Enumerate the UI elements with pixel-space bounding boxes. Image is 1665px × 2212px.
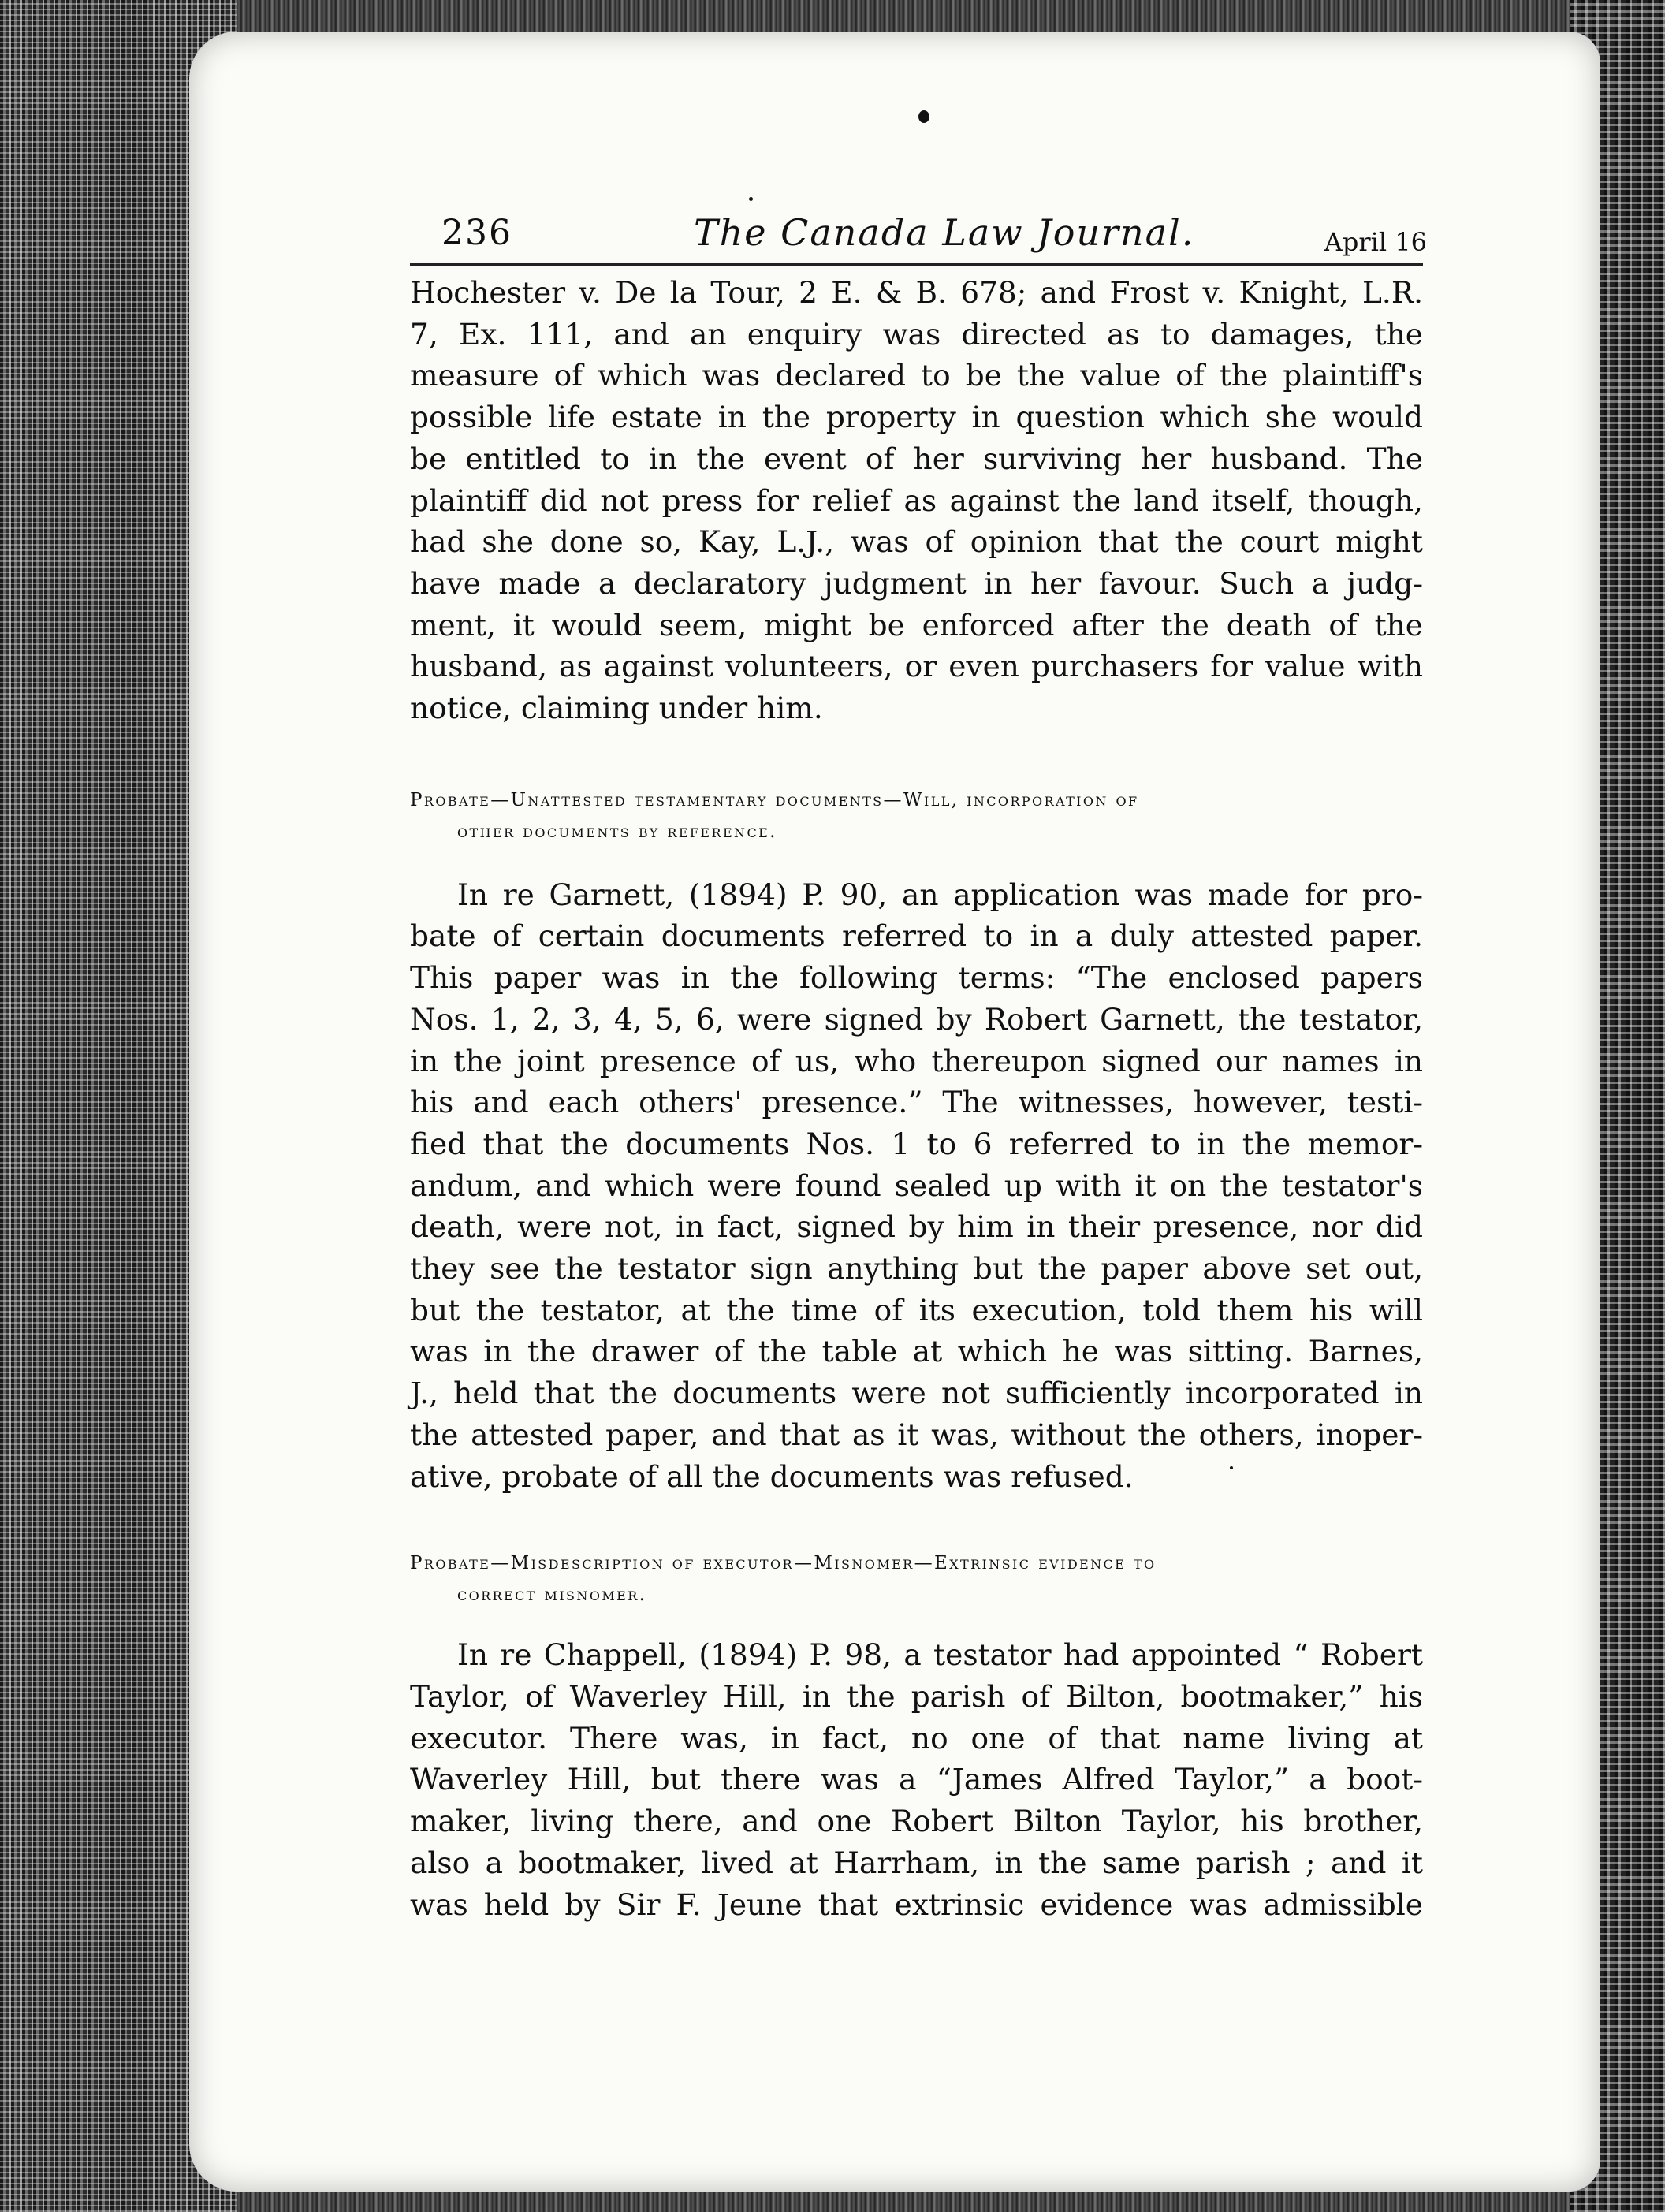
intro-paragraph <box>410 272 1423 729</box>
text-line: notice, claiming under him. <box>410 691 823 726</box>
text-line: husband, as against volunteers, or even purchasers for value with <box>410 649 1423 684</box>
text-line: was held by Sir F. Jeune that extrinsic evidence was admissible <box>410 1886 1423 1922</box>
heading-line: other documents by reference. <box>457 821 777 842</box>
text-line: Nos. 1, 2, 3, 4, 5, 6, were signed by Robert Garnett, the testator, <box>410 1001 1423 1037</box>
text-line: they see the testator sign anything but the paper above set out, <box>410 1251 1423 1287</box>
text-line: This paper was in the following terms: “The enclosed papers <box>410 960 1423 996</box>
text-line: Taylor, of Waverley Hill, in the parish of Bilton, bootmaker,” his <box>410 1678 1423 1714</box>
journal-title: The Canada Law Journal. <box>694 211 1195 254</box>
issue-date: April 16 <box>1324 227 1427 257</box>
text-line: be entitled to in the event of her surviving her husband. The <box>410 441 1423 476</box>
text-line: 7, Ex. 111, and an enquiry was directed as to damages, the <box>410 316 1423 352</box>
text-line: In re Garnett, (1894) P. 90, an application was made for pro- <box>457 877 1423 912</box>
page-number: 236 <box>441 213 512 253</box>
ink-speck <box>749 197 753 201</box>
heading-line: Probate—Unattested testamentary documents—Will, incorporation of <box>410 789 1139 810</box>
text-line: have made a declaratory judgment in her favour. Such a judg- <box>410 565 1423 601</box>
text-line: plaintiff did not press for relief as against the land itself, though, <box>410 482 1423 518</box>
text-line: measure of which was declared to be the value of the plaintiff's <box>410 358 1423 393</box>
text-line: fied that the documents Nos. 1 to 6 referred to in the memor- <box>410 1126 1423 1161</box>
text-line: ative, probate of all the documents was refused. <box>410 1458 1134 1494</box>
text-line: had she done so, Kay, L.J., was of opinion that the court might <box>410 524 1423 560</box>
text-line: J., held that the documents were not sufficiently incorporated in <box>410 1376 1423 1411</box>
text-line: his and each others' presence.” The witnesses, however, testi- <box>410 1085 1423 1120</box>
text-line: In re Chappell, (1894) P. 98, a testator had appointed “ Robert <box>457 1637 1423 1673</box>
text-line: death, were not, in fact, signed by him in their presence, nor did <box>410 1209 1423 1245</box>
section-heading-garnett <box>410 784 1423 847</box>
text-line: bate of certain documents referred to in a duly attested paper. <box>410 918 1423 954</box>
text-line: but the testator, at the time of its execution, told them his will <box>410 1292 1423 1328</box>
ink-speck <box>918 110 929 123</box>
page-content <box>410 211 1427 1925</box>
running-head <box>410 211 1427 266</box>
text-line: executor. There was, in fact, no one of that name living at <box>410 1720 1423 1756</box>
text-line: Waverley Hill, but there was a “James Alfred Taylor,” a boot- <box>410 1762 1423 1797</box>
text-line: was in the drawer of the table at which he was sitting. Barnes, <box>410 1334 1423 1369</box>
chappell-paragraph <box>410 1634 1423 1925</box>
text-line: maker, living there, and one Robert Bilton Taylor, his brother, <box>410 1804 1423 1839</box>
text-line: the attested paper, and that as it was, without the others, inoper- <box>410 1417 1423 1452</box>
text-line: ment, it would seem, might be enforced after the death of the <box>410 607 1423 642</box>
section-heading-chappell <box>410 1547 1423 1611</box>
text-line: also a bootmaker, lived at Harrham, in the same parish ; and it <box>410 1845 1423 1880</box>
garnett-paragraph <box>410 874 1423 1498</box>
heading-line: correct misnomer. <box>457 1585 647 1606</box>
text-line: Hochester v. De la Tour, 2 E. & B. 678; and Frost v. Knight, L.R. <box>410 275 1423 310</box>
text-line: in the joint presence of us, who thereupon signed our names in <box>410 1043 1423 1078</box>
text-line: possible life estate in the property in question which she would <box>410 400 1423 435</box>
heading-line: Probate—Misdescription of executor—Misnomer—Extrinsic evidence to <box>410 1553 1157 1574</box>
text-line: andum, and which were found sealed up with it on the testator's <box>410 1167 1423 1203</box>
